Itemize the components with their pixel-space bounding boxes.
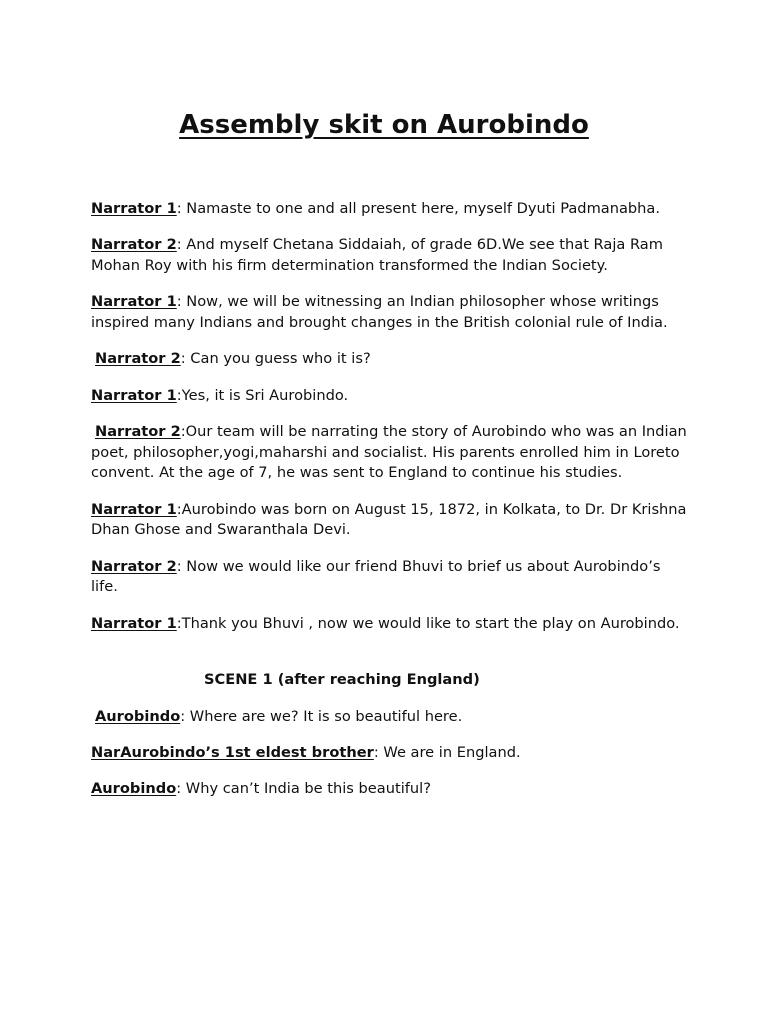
speaker-name: Narrator 1 <box>91 614 177 632</box>
speaker-name: Narrator 1 <box>91 200 177 217</box>
dialogue-line <box>91 779 691 800</box>
dialogue-line <box>91 614 691 635</box>
dialogue-text: : And myself Chetana Siddaiah, of grade 6D.We see that Raja Ram Mohan Roy with his firm determination transformed the Indian Society. <box>91 236 663 274</box>
speaker-name: Aurobindo <box>91 780 177 798</box>
speaker-name: Narrator 2 <box>91 557 177 575</box>
dialogue-line <box>91 349 691 370</box>
speaker-name: Narrator 1 <box>91 500 177 518</box>
dialogue-line <box>91 386 691 407</box>
dialogue-text: : Now, we will be witnessing an Indian philosopher whose writings inspired many Indians and brought changes in the British colonial rule of India. <box>91 293 668 331</box>
dialogue-line <box>91 557 691 598</box>
speaker-name: Narrator 2 <box>95 350 181 368</box>
dialogue-text: : Namaste to one and all present here, myself Dyuti Padmanabha. <box>176 200 661 217</box>
speaker-name: NarAurobindo’s 1st eldest brother <box>91 743 374 761</box>
speaker-name: Narrator 2 <box>91 236 177 254</box>
dialogue-line <box>91 707 691 728</box>
speaker-name: Aurobindo <box>95 707 181 725</box>
dialogue-line <box>91 292 691 333</box>
dialogue-text: :Yes, it is Sri Aurobindo. <box>176 386 349 404</box>
dialogue-text: : We are in England. <box>373 743 521 761</box>
dialogue-text: :Aurobindo was born on August 15, 1872, in Kolkata, to Dr. Dr Krishna Dhan Ghose and Swaranthala Devi. <box>91 500 687 539</box>
document-title: Assembly skit on Aurobindo <box>179 110 589 140</box>
dialogue-text: : Where are we? It is so beautiful here. <box>180 707 463 725</box>
speaker-name: Narrator 1 <box>91 386 177 404</box>
speaker-name: Narrator 1 <box>91 293 177 311</box>
dialogue-text: :Thank you Bhuvi , now we would like to start the play on Aurobindo. <box>176 614 680 632</box>
document-body <box>91 199 691 815</box>
dialogue-line <box>91 743 691 764</box>
scene-heading: SCENE 1 (after reaching England) <box>204 671 480 689</box>
dialogue-line <box>91 500 691 541</box>
dialogue-line <box>91 235 691 276</box>
speaker-name: Narrator 2 <box>95 422 181 440</box>
dialogue-text: : Now we would like our friend Bhuvi to brief us about Aurobindo’s life. <box>91 557 661 596</box>
dialogue-text: : Why can’t India be this beautiful? <box>176 780 431 798</box>
dialogue-text: : Can you guess who it is? <box>180 350 371 368</box>
dialogue-line <box>91 422 691 484</box>
dialogue-text: :Our team will be narrating the story of Aurobindo who was an Indian poet, philosopher,yogi,maharshi and socialist. His parents enrolled him in Loreto convent. At the age of 7, he was sent to England to continue his studies. <box>91 422 687 482</box>
dialogue-line <box>91 199 691 220</box>
